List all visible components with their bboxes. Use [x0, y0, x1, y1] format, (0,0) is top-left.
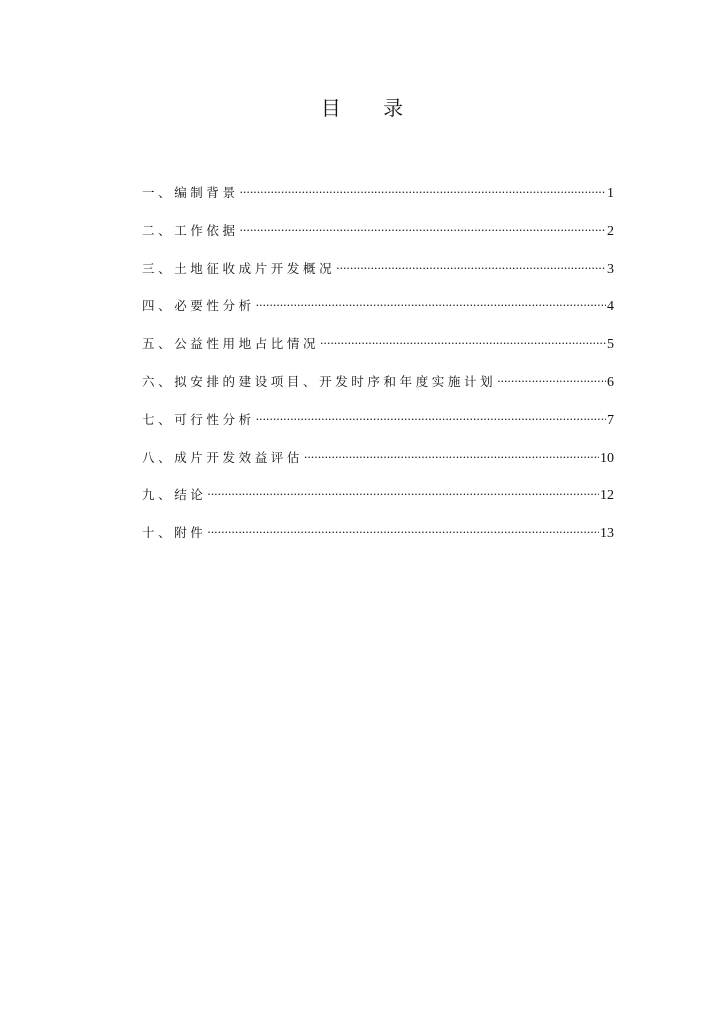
table-of-contents: [142, 181, 614, 559]
toc-entry-label: 九、结论: [142, 487, 207, 503]
page-title: 目 录: [320, 96, 422, 120]
toc-dot-leader: [320, 332, 606, 348]
toc-entry-page: 6: [607, 374, 614, 390]
toc-entry[interactable]: [142, 483, 614, 521]
toc-entry[interactable]: [142, 257, 614, 295]
toc-entry[interactable]: [142, 181, 614, 219]
toc-entry[interactable]: [142, 219, 614, 257]
toc-entry-page: 1: [607, 186, 614, 201]
toc-dot-leader: [240, 219, 606, 235]
toc-dot-leader: [240, 181, 606, 197]
toc-entry[interactable]: [142, 332, 614, 370]
toc-dot-leader: [497, 370, 606, 386]
toc-dot-leader: [256, 294, 606, 310]
toc-dot-leader: [207, 483, 599, 499]
toc-entry-page: 3: [607, 261, 614, 277]
toc-entry-page: 2: [607, 223, 614, 239]
toc-entry-label: 十、附件: [142, 525, 207, 541]
toc-entry-label: 六、拟安排的建设项目、开发时序和年度实施计划: [142, 373, 497, 389]
toc-entry[interactable]: [142, 370, 614, 408]
toc-entry-page: 5: [607, 337, 614, 353]
toc-dot-leader: [207, 521, 599, 537]
toc-dot-leader: [304, 446, 599, 462]
toc-entry-label: 一、编制背景: [142, 185, 239, 200]
toc-entry-page: 12: [600, 488, 614, 504]
toc-entry-label: 五、公益性用地占比情况: [142, 336, 320, 352]
toc-entry-page: 13: [600, 526, 614, 542]
toc-entry[interactable]: [142, 446, 614, 484]
toc-entry[interactable]: [142, 294, 614, 332]
toc-entry-label: 八、成片开发效益评估: [142, 449, 304, 465]
toc-entry-page: 10: [600, 450, 614, 466]
toc-entry-label: 三、土地征收成片开发概况: [142, 260, 336, 276]
toc-entry-page: 4: [607, 299, 614, 315]
toc-entry-label: 四、必要性分析: [142, 298, 255, 314]
toc-dot-leader: [336, 257, 606, 273]
toc-dot-leader: [256, 408, 606, 424]
toc-entry[interactable]: [142, 521, 614, 559]
toc-entry-label: 二、工作依据: [142, 222, 239, 238]
toc-entry[interactable]: [142, 408, 614, 446]
toc-entry-label: 七、可行性分析: [142, 411, 255, 427]
toc-entry-page: 7: [607, 412, 614, 428]
